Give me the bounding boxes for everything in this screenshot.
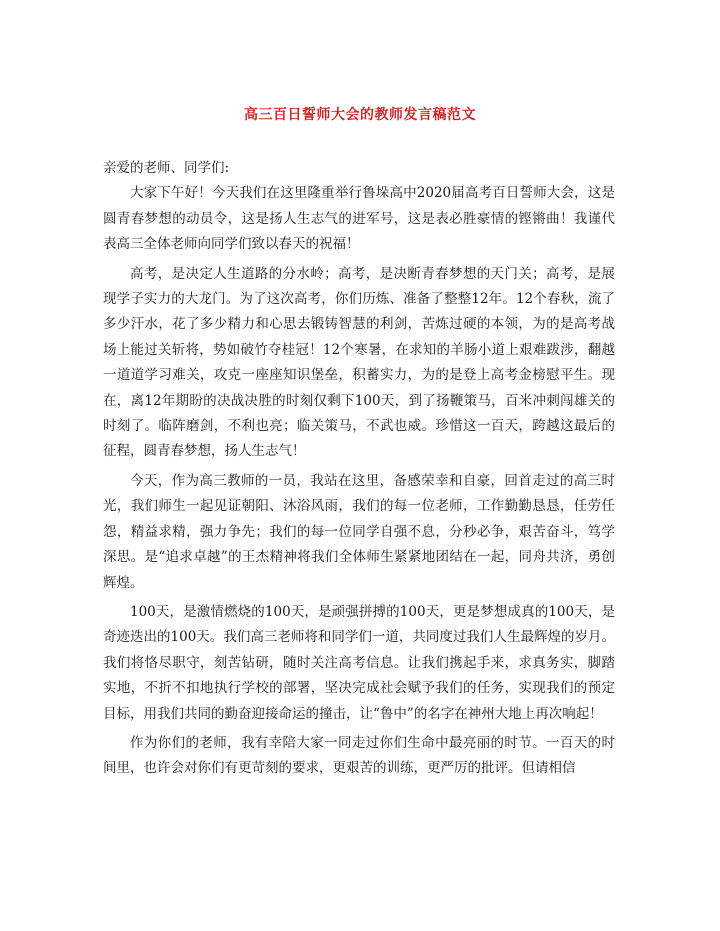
document-body [103, 156, 615, 786]
paragraph-1: 大家下午好！今天我们在这里隆重举行鲁垛高中2020届高考百日誓师大会，这是圆青春梦想的动员令，这是扬人生志气的进军号，这是表必胜豪情的铿锵曲！我谨代表高三全体老师向同学们致以春天的祝福！ [103, 185, 615, 253]
paragraph-3: 今天，作为高三教师的一员，我站在这里，备感荣幸和自豪，回首走过的高三时光，我们师生一起见证朝阳、沐浴风雨，我们的每一位老师，工作勤勤恳恳，任劳任怨，精益求精，强力争先；我们的每一位同学自强不息，分秒必争，艰苦奋斗，笃学深思。是“追求卓越”的王杰精神将我们全体师生紧紧地团结在一起，同舟共济，勇创辉煌。 [103, 472, 615, 591]
salutation: 亲爱的老师、同学们: [103, 160, 230, 176]
paragraph-5: 作为你们的老师，我有幸陪大家一同走过你们生命中最亮丽的时节。一百天的时间里，也许会对你们有更苛刻的要求，更艰苦的训练，更严厉的批评。但请相信 [103, 734, 615, 777]
document-title: 高三百日誓师大会的教师发言稿范文 [244, 107, 476, 123]
paragraph-4: 100天，是激情燃烧的100天，是顽强拼搏的100天，更是梦想成真的100天，是奇迹迭出的100天。我们高三老师将和同学们一道，共同度过我们人生最辉煌的岁月。我们将恪尽职守，刻苦钻研，随时关注高考信息。让我们携起手来，求真务实，脚踏实地，不折不扣地执行学校的部署，坚决完成社会赋予我们的任务，实现我们的预定目标，用我们共同的勤奋迎接命运的撞击，让“鲁中”的名字在神州大地上再次响起！ [103, 603, 615, 722]
paragraph-2: 高考，是决定人生道路的分水岭；高考，是决断青春梦想的天门关；高考，是展现学子实力的大龙门。为了这次高考，你们历炼、准备了整整12年。12个春秋，流了多少汗水，花了多少精力和心思去锻铸智慧的利剑，苦炼过硬的本领，为的是高考战场上能过关斩将，势如破竹夺桂冠！12个寒暑，在求知的羊肠小道上艰难跋涉，翻越一道道学习难关，攻克一座座知识堡垒，积蓄实力，为的是登上高考金榜慰平生。现在，离12年期盼的决战决胜的时刻仅剩下100天，到了扬鞭策马，百米冲刺闯雄关的时刻了。临阵磨剑，不利也亮；临关策马，不武也威。珍惜这一百天，跨越这最后的征程，圆青春梦想，扬人生志气！ [103, 265, 615, 460]
